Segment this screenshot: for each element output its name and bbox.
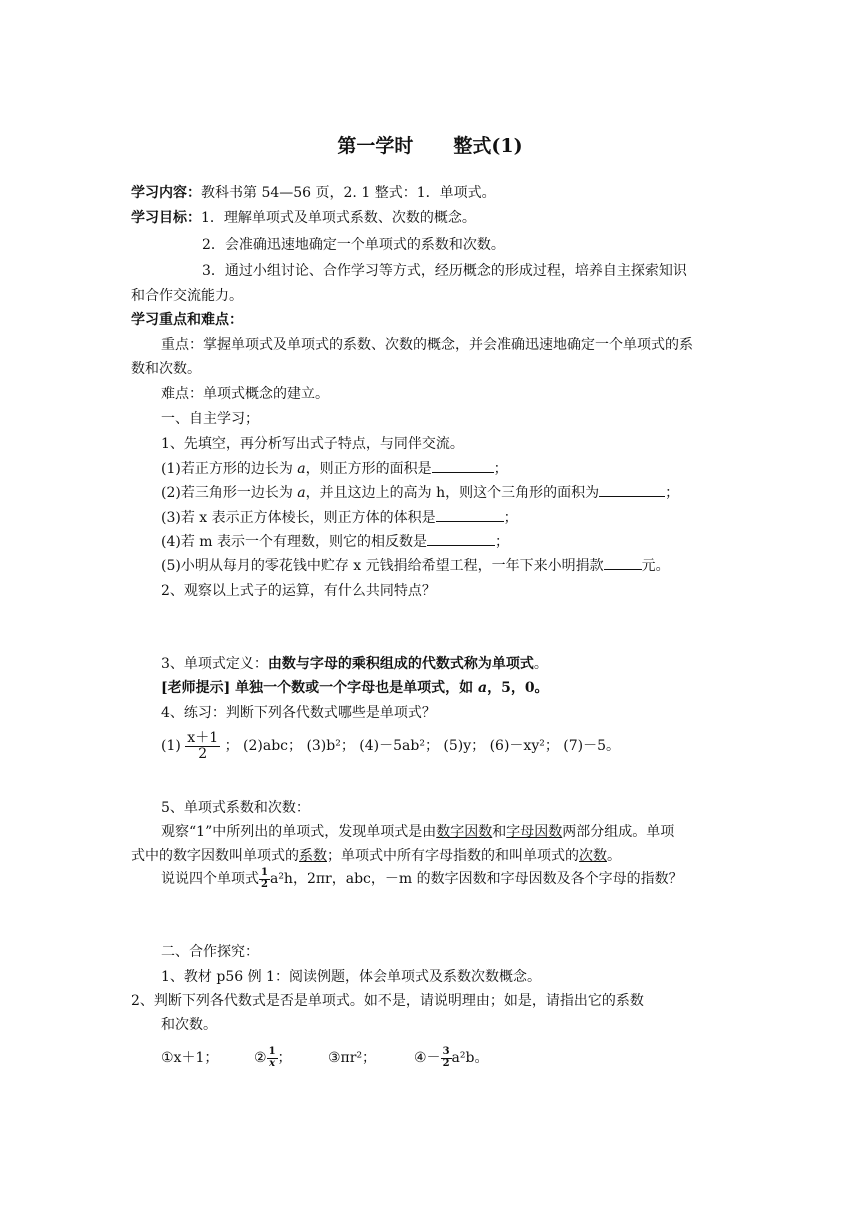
fill-2-pre: (2)若三角形一边长为 — [161, 485, 298, 501]
answer-blank-4[interactable] — [427, 531, 495, 546]
fill-4-semicolon: ； — [495, 534, 510, 550]
answer-blank-5[interactable] — [604, 555, 642, 570]
goal-1: 1．理解单项式及单项式系数、次数的概念。 — [201, 210, 476, 226]
say-numerator: 1 — [261, 867, 268, 878]
focus-line-a: 重点：掌握单项式及单项式的系数、次数的概念，并会准确迅速地确定一个单项式的系 — [161, 337, 693, 353]
fill-1-var: a — [297, 461, 306, 477]
c-ex4-denominator: 2 — [442, 1057, 450, 1069]
goal-line-1 — [131, 207, 476, 229]
observe-line-1 — [161, 821, 674, 843]
title-part2: 整式(1) — [453, 135, 523, 157]
c-ex2-post: ； — [277, 1050, 292, 1066]
exercise-rest: ； (2)abc； (3)b²； (4)－5ab²； (5)y； (6)－xy²； (7)－5。 — [224, 738, 621, 754]
page-title — [0, 131, 860, 158]
question-5: 5、单项式系数和次数： — [161, 800, 310, 816]
exercise-1-label: (1) — [161, 738, 181, 754]
goal-3a: 3．通过小组讨论、合作学习等方式，经历概念的形成过程，培养自主探索知识 — [202, 263, 687, 279]
goal-2: 2．会准确迅速地确定一个单项式的系数和次数。 — [202, 237, 505, 253]
c-ex4-pre: ④－ — [414, 1050, 441, 1066]
tip-text: 单独一个数或一个字母也是单项式，如 — [230, 680, 478, 696]
fill-1-post: ，则正方形的面积是 — [305, 461, 432, 477]
fill-3-semicolon: ； — [503, 510, 518, 526]
difficulty-line: 难点：单项式概念的建立。 — [161, 386, 329, 402]
observe-text-5: ；单项式中所有字母指数的和叫单项式的 — [327, 848, 579, 864]
answer-blank-3[interactable] — [436, 507, 504, 522]
c-ex4-numerator: 3 — [442, 1046, 450, 1057]
cooperate-1: 1、教材 p56 例 1：阅读例题，体会单项式及系数次数概念。 — [161, 969, 541, 985]
c-ex2-numerator: 1 — [268, 1046, 276, 1057]
fill-2-post: ，并且这边上的高为 h，则这个三角形的面积为 — [305, 485, 600, 501]
fill-2-semicolon: ； — [665, 485, 680, 501]
observe-text-6: 。 — [607, 848, 621, 864]
term-coefficient: 系数 — [299, 848, 327, 864]
fill-item-1 — [161, 458, 508, 480]
cooperate-exercise-2 — [254, 1040, 292, 1076]
term-degree: 次数 — [579, 848, 607, 864]
goal-3b: 和合作交流能力。 — [131, 288, 243, 304]
answer-blank-2[interactable] — [599, 482, 665, 497]
say-text-pre: 说说四个单项式 — [161, 871, 259, 887]
exercise-1-numerator: x＋1 — [187, 729, 219, 746]
teacher-tip — [161, 677, 549, 699]
say-line — [161, 861, 683, 897]
content-line — [131, 182, 496, 204]
observe-text-2: 和 — [492, 824, 507, 840]
term-numeric-factor: 数字因数 — [436, 824, 493, 840]
c-ex2-denominator: x — [269, 1057, 276, 1069]
observe-text-1: 观察“1”中所列出的单项式，发现单项式是由 — [161, 824, 437, 840]
fill-item-5 — [161, 555, 670, 577]
content-label: 学习内容： — [131, 185, 201, 201]
say-fraction — [259, 868, 270, 890]
fill-4-text: (4)若 m 表示一个有理数，则它的相反数是 — [161, 534, 428, 550]
fill-item-2 — [161, 482, 679, 504]
question-4: 4、练习：判断下列各代数式哪些是单项式？ — [161, 705, 436, 721]
fill-3-text: (3)若 x 表示正方体棱长，则正方体的体积是 — [161, 510, 436, 526]
c-ex4-post: a²b。 — [451, 1050, 489, 1066]
exercise-line — [161, 726, 620, 766]
cooperate-heading: 二、合作探究： — [161, 944, 259, 960]
definition-line — [161, 653, 548, 675]
cooperate-2a: 2、判断下列各代数式是否是单项式。如不是，请说明理由；如是，请指出它的系数 — [131, 993, 644, 1009]
answer-blank-1[interactable] — [432, 458, 494, 473]
observe-text-4: 式中的数字因数叫单项式的 — [131, 848, 299, 864]
say-text-post: a²h，2πr，abc，－m 的数字因数和字母因数及各个字母的指数？ — [269, 871, 683, 887]
exercise-1-fraction — [185, 731, 220, 761]
fill-2-var: a — [297, 485, 306, 501]
fill-1-pre: (1)若正方形的边长为 — [161, 461, 298, 477]
tip-rest: ，5，0。 — [487, 680, 549, 696]
definition-text: 由数与字母的乘积组成的代数式称为单项式 — [267, 656, 534, 672]
focus-line-b: 数和次数。 — [131, 361, 201, 377]
question-1: 1、先填空，再分析写出式子特点，与同伴交流。 — [161, 436, 464, 452]
tip-label: [老师提示] — [161, 680, 231, 696]
self-study-heading: 一、自主学习； — [161, 411, 259, 427]
cooperate-exercise-4 — [414, 1040, 488, 1076]
goals-label: 学习目标： — [131, 210, 201, 226]
c-ex2-pre: ② — [254, 1050, 267, 1066]
cooperate-exercise-1: ①x＋1； — [161, 1050, 219, 1066]
cooperate-exercise-3: ③πr²； — [328, 1050, 377, 1066]
tip-var: a — [478, 680, 488, 696]
definition-end: 。 — [533, 656, 548, 672]
say-denominator: 2 — [261, 878, 268, 890]
exercise-1-denominator: 2 — [198, 745, 208, 762]
fill-5-post: 元。 — [641, 558, 670, 574]
fill-5-pre: (5)小明从每月的零花钱中贮存 x 元钱捐给希望工程，一年下来小明捐款 — [161, 558, 604, 574]
c-ex4-fraction — [441, 1047, 452, 1069]
key-label: 学习重点和难点： — [131, 312, 243, 328]
observe-text-3: 两部分组成。单项 — [562, 824, 675, 840]
content-text: 教科书第 54—56 页，2. 1 整式：1．单项式。 — [201, 185, 496, 201]
title-part1: 第一学时 — [337, 135, 414, 157]
definition-label: 3、单项式定义： — [161, 656, 268, 672]
cooperate-2b: 和次数。 — [161, 1017, 217, 1033]
term-letter-factor: 字母因数 — [506, 824, 563, 840]
fill-item-3 — [161, 507, 518, 529]
fill-1-semicolon: ； — [493, 461, 508, 477]
fill-item-4 — [161, 531, 509, 553]
question-2: 2、观察以上式子的运算，有什么共同特点？ — [161, 583, 436, 599]
c-ex2-fraction — [267, 1047, 278, 1069]
